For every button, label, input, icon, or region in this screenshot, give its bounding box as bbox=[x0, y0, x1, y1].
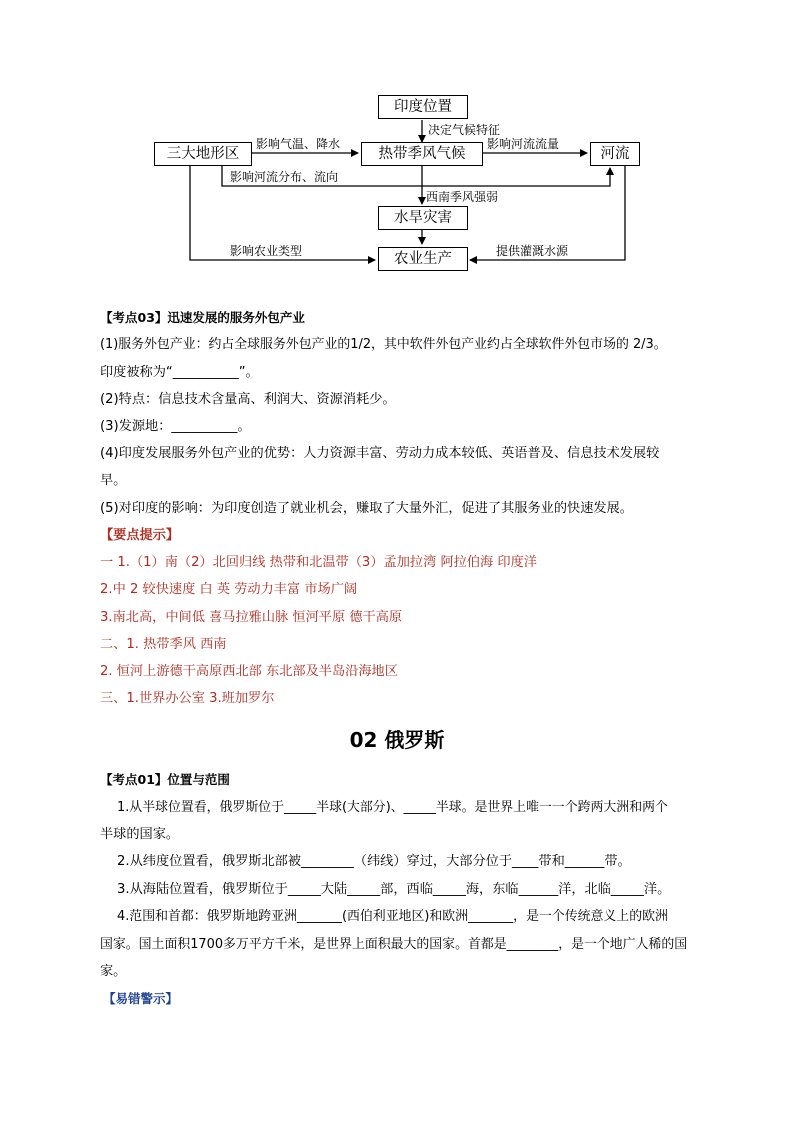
edge-label-temp-rain: 影响气温、降水 bbox=[256, 137, 341, 151]
section-title: 02 俄罗斯 bbox=[349, 728, 445, 752]
tips-line2: 2.中 2 较快速度 白 英 劳动力丰富 市场广阔 bbox=[100, 582, 358, 597]
kaodian03-heading: 【考点03】迅速发展的服务外包产业 bbox=[100, 310, 305, 325]
edge-label-sw-monsoon: 西南季风强弱 bbox=[426, 190, 499, 204]
kaodian03-line1: (1)服务外包产业：约占全球服务外包产业的1/2，其中软件外包产业约占全球软件外包市场的 2/3。 bbox=[100, 337, 667, 352]
edge-label-decides-climate: 决定气候特征 bbox=[428, 123, 501, 137]
tips-line6: 三、1.世界办公室 3.班加罗尔 bbox=[100, 691, 275, 706]
edge-label-river-distribution: 影响河流分布、流向 bbox=[230, 170, 339, 184]
kaodian03-line6: 早。 bbox=[100, 473, 127, 488]
tips-line1: 一 1.（1）南（2）北回归线 热带和北温带（3）孟加拉湾 阿拉伯海 印度洋 bbox=[100, 555, 537, 570]
node-agriculture: 农业生产 bbox=[378, 247, 468, 271]
kaodian03-line7: (5)对印度的影响：为印度创造了就业机会，赚取了大量外汇，促进了其服务业的快速发展。 bbox=[100, 501, 633, 516]
section02-line2: 半球的国家。 bbox=[100, 827, 180, 842]
flow-diagram bbox=[150, 90, 650, 280]
warning-heading: 【易错警示】 bbox=[103, 991, 179, 1006]
tips-line4: 二、1. 热带季风 西南 bbox=[100, 637, 227, 652]
tips-heading: 【要点提示】 bbox=[100, 528, 180, 543]
kaodian03-line4: (3)发源地：__________。 bbox=[100, 419, 251, 434]
section02-heading: 【考点01】位置与范围 bbox=[100, 772, 230, 787]
kaodian03-line2: 印度被称为“__________”。 bbox=[100, 365, 259, 380]
section02-line5: 4.范围和首都：俄罗斯地跨亚洲_______(西伯利亚地区)和欧洲_______，是一个传统意义上的欧洲 bbox=[117, 909, 668, 924]
kaodian03-line5: (4)印度发展服务外包产业的优势：人力资源丰富、劳动力成本较低、英语普及、信息技术发展较 bbox=[100, 446, 660, 461]
node-disasters: 水旱灾害 bbox=[378, 206, 468, 230]
kaodian03-line3: (2)特点：信息技术含量高、利润大、资源消耗少。 bbox=[100, 392, 396, 407]
section02-line3: 2.从纬度位置看，俄罗斯北部被________（纬线）穿过，大部分位于____带和______带。 bbox=[117, 854, 631, 869]
node-monsoon-climate: 热带季风气候 bbox=[361, 142, 483, 166]
node-rivers: 河流 bbox=[590, 142, 640, 166]
node-three-regions: 三大地形区 bbox=[154, 142, 252, 166]
tips-line5: 2. 恒河上游德干高原西北部 东北部及半岛沿海地区 bbox=[100, 664, 398, 679]
section02-line1: 1.从半球位置看，俄罗斯位于_____半球(大部分)、_____半球。是世界上唯一一个跨两大洲和两个 bbox=[117, 800, 668, 815]
section02-line6: 国家。国土面积1700多万平方千米，是世界上面积最大的国家。首都是________，是一个地广人稀的国 bbox=[100, 937, 688, 952]
edge-label-irrigation: 提供灌溉水源 bbox=[496, 244, 569, 258]
edge-label-agri-type: 影响农业类型 bbox=[230, 244, 303, 258]
section02-line7: 家。 bbox=[100, 964, 127, 979]
node-india-position: 印度位置 bbox=[378, 95, 468, 119]
edge-label-river-flow: 影响河流流量 bbox=[487, 137, 560, 151]
tips-line3: 3.南北高，中间低 喜马拉雅山脉 恒河平原 德干高原 bbox=[100, 610, 403, 625]
section02-line4: 3.从海陆位置看，俄罗斯位于_____大陆_____部，西临_____海，东临______洋，北临_____洋。 bbox=[117, 882, 671, 897]
